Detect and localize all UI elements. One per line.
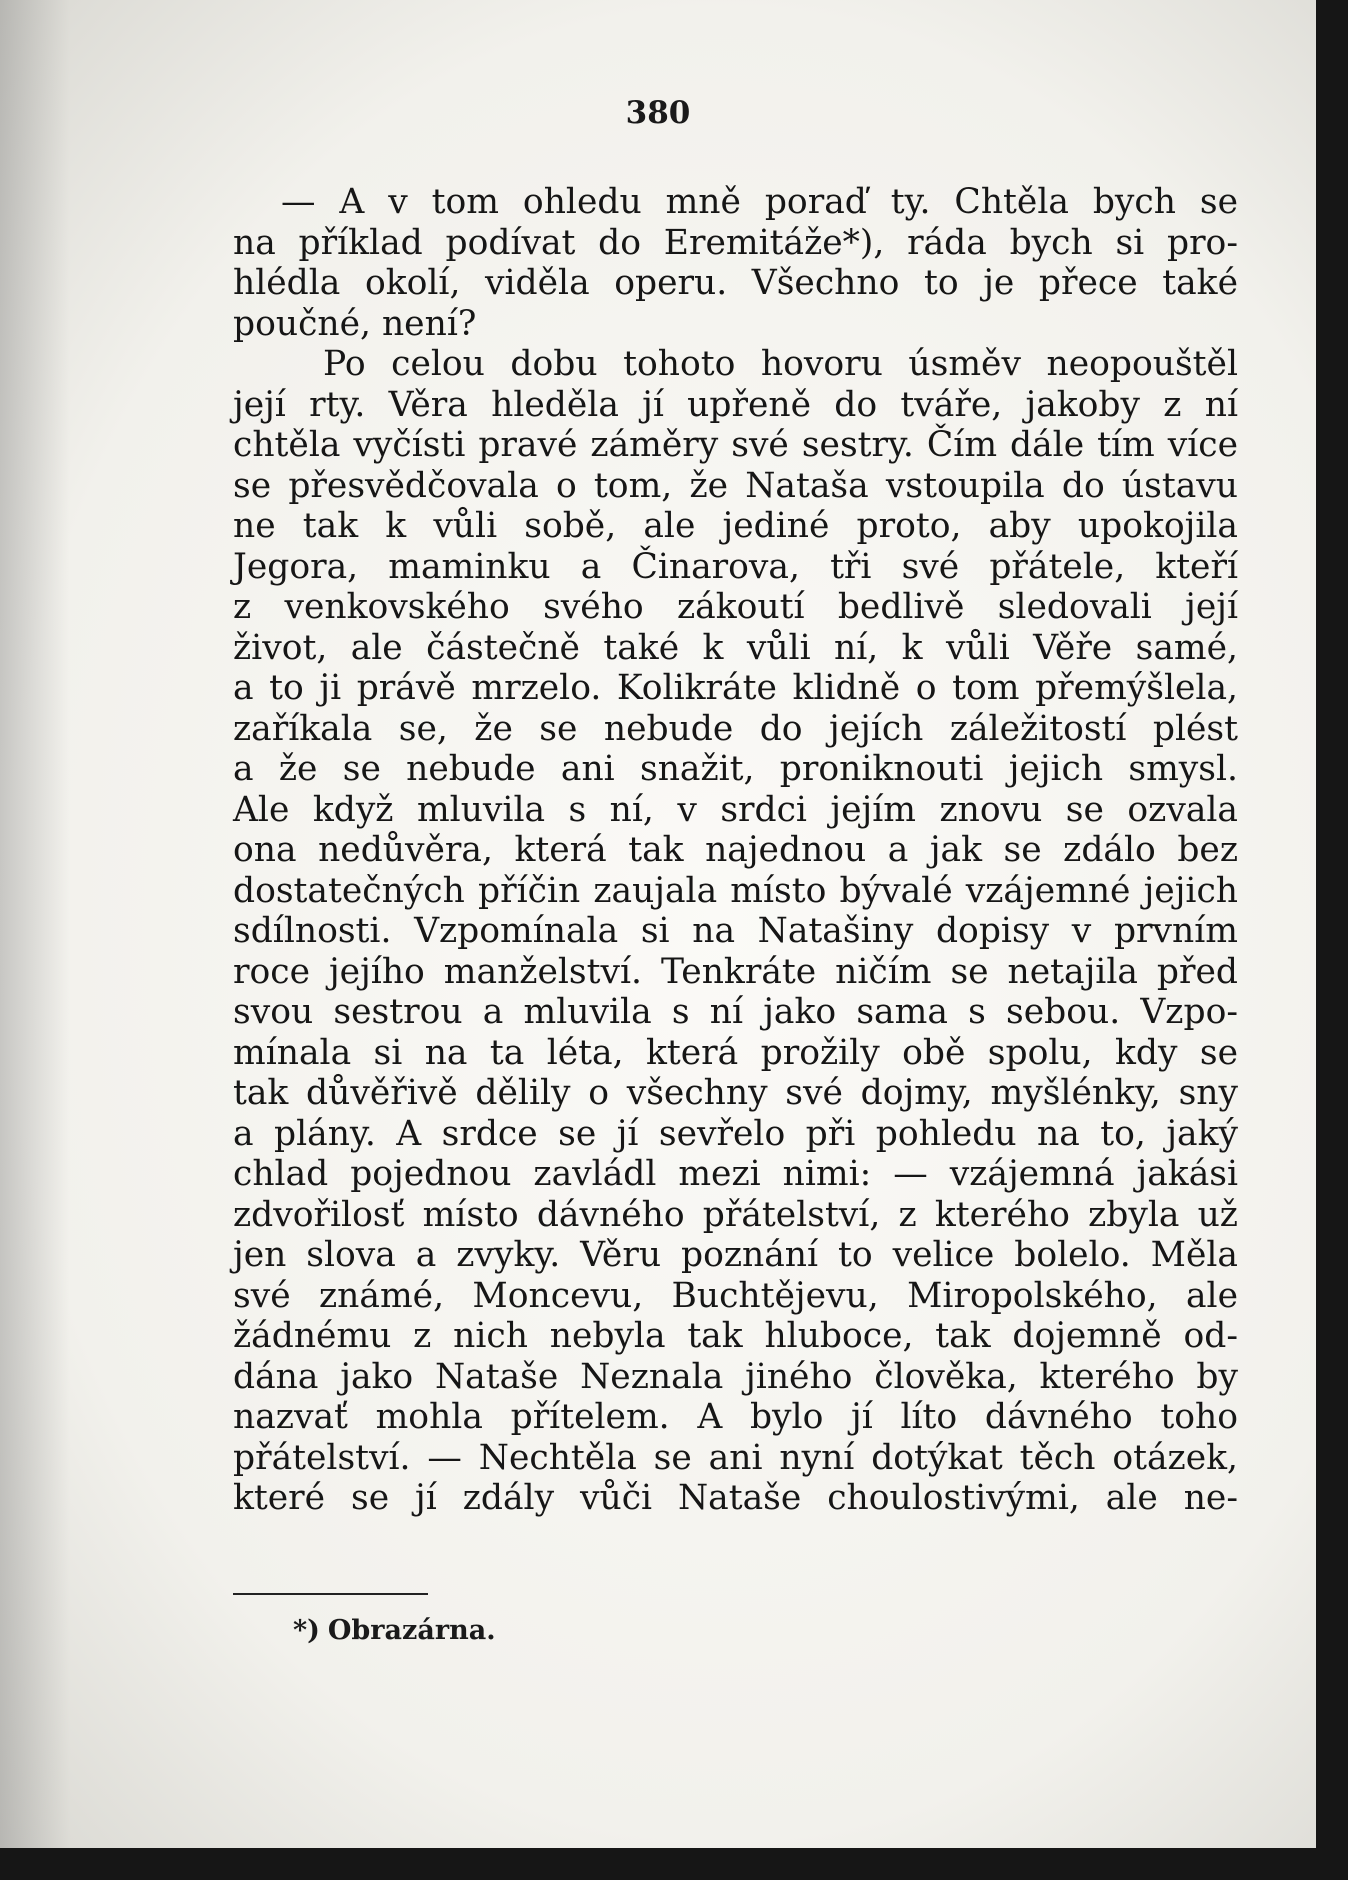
footnote-marker: *) [293,1615,320,1646]
text-line: a to ji právě mrzelo. Kolikráte klidně o tom přemýšlela, [233,668,1238,708]
text-line: život, ale částečně také k vůli ní, k vůli Věře samé, [233,627,1238,668]
text-line: chlad pojednou zavládl mezi nimi: — vzájemná jakási [233,1154,1238,1194]
text-line: a plány. A srdce se jí sevřelo při pohledu na to, jaký [233,1113,1238,1154]
text-line: — A v tom ohledu mně poraď ty. Chtěla bych se [281,182,1238,222]
text-line: tak důvěřivě dělily o všechny své dojmy, myšlénky, sny [233,1073,1238,1113]
text-line: svou sestrou a mluvila s ní jako sama s sebou. Vzpo- [233,992,1238,1032]
text-line: zaříkala se, že se nebude do jejích záležitostí plést [233,708,1238,749]
text-line: které se jí zdály vůči Nataše choulostivými, ale ne- [233,1478,1238,1518]
body-text [233,182,1238,1519]
text-line: na příklad podívat do Eremitáže*), ráda bych si pro- [233,222,1238,263]
page-number: 380 [625,95,691,131]
footnote-text: Obrazárna. [327,1615,496,1646]
text-line: nazvať mohla přítelem. A bylo jí líto dávného toho [233,1397,1238,1437]
text-line: žádnému z nich nebyla tak hluboce, tak dojemně od- [233,1316,1238,1356]
text-line: své známé, Moncevu, Buchtějevu, Miropolského, ale [233,1275,1238,1316]
text-line: hlédla okolí, viděla operu. Všechno to je přece také [233,263,1238,303]
text-line: Ale když mluvila s ní, v srdci jejím znovu se ozvala [233,789,1238,830]
text-line: přátelství. — Nechtěla se ani nyní dotýkat těch otázek, [233,1437,1238,1478]
text-line: zdvořilosť místo dávného přátelství, z kterého zbyla už [233,1194,1238,1235]
text-line: dostatečných příčin zaujala místo bývalé vzájemné jejich [233,870,1238,911]
text-line: chtěla vyčísti pravé záměry své sestry. Čím dále tím více [233,425,1238,465]
text-line: jen slova a zvyky. Věru poznání to velice bolelo. Měla [233,1235,1238,1275]
text-line: mínala si na ta léta, která prožily obě spolu, kdy se [233,1032,1238,1073]
text-line: z venkovského svého zákoutí bedlivě sledovali její [233,587,1238,627]
text-line: Jegora, maminku a Činarova, tři své přátele, kteří [233,546,1238,587]
text-line: její rty. Věra hleděla jí upřeně do tváře, jakoby z ní [233,384,1238,425]
footnote [293,1615,496,1646]
text-line: ona nedůvěra, která tak najednou a jak se zdálo bez [233,830,1238,870]
text-line: ne tak k vůli sobě, ale jediné proto, aby upokojila [233,506,1238,546]
text-line: poučné, není? [233,303,477,344]
text-line: se přesvědčovala o tom, že Nataša vstoupila do ústavu [233,465,1238,506]
text-line: roce jejího manželství. Tenkráte ničím se netajila před [233,951,1238,992]
text-line: dána jako Nataše Neznala jiného člověka, kterého by [233,1356,1238,1397]
text-line: a že se nebude ani snažit, proniknouti jejich smysl. [233,749,1238,789]
text-line: sdílnosti. Vzpomínala si na Natašiny dopisy v prvním [233,911,1238,951]
footnote-divider [233,1593,428,1595]
text-line: Po celou dobu tohoto hovoru úsměv neopouštěl [323,344,1238,384]
